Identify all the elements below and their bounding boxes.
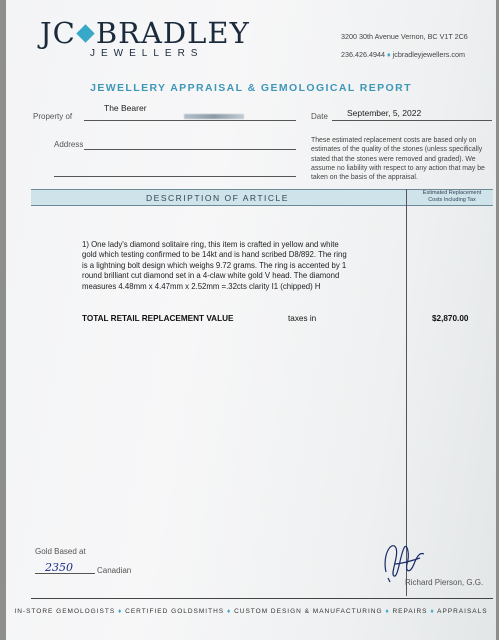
logo-surname: BRADLEY [95,16,250,50]
footer-item: CUSTOM DESIGN & MANUFACTURING [234,608,383,615]
property-label: Property of [33,112,73,121]
taxes-note: taxes in [288,314,317,323]
website: jcbradleyjewellers.com [392,50,465,59]
company-logo [40,18,250,59]
logo-initials: JC [40,16,76,50]
phone-number: 236.426.4944 [341,50,385,59]
signature-icon [374,534,434,584]
footer-item: APPRAISALS [437,608,488,615]
diamond-separator-icon: ♦ [226,608,232,615]
disclaimer-text: These estimated replacement costs are based only on estimates of the quality of the stones (unless specifically stated that the stones were removed and graded). We assume no liability with respect to any action that may be taken on the basis of the appraisal. [311,137,485,182]
diamond-separator-icon: ♦ [118,608,123,615]
date-label: Date [311,112,328,121]
phone-web-line [341,46,468,64]
diamond-separator-icon: ♦ [430,608,435,615]
gold-label: Gold Based at [35,547,86,556]
diamond-separator-icon: ♦ [385,608,390,615]
address-label: Address [54,140,84,149]
redacted-mark [184,114,244,119]
appraiser-name: Richard Pierson, G.G. [405,578,484,587]
price-header-line2: Costs Including Tax [428,197,476,203]
price-header-line1: Estimated Replacement [422,190,482,196]
logo-wordmark [40,18,250,48]
footer-rule [31,598,493,599]
footer-item: CERTIFIED GOLDSMITHS [125,608,225,615]
contact-info [341,28,468,64]
date-value: September, 5, 2022 [347,108,422,118]
diamond-icon [76,24,94,42]
article-description: 1) One lady's diamond solitaire ring, this item is crafted in yellow and white gold which testing confirmed to be 14kt and is hand scribed D8/892. The ring is a lightning bolt design which weighs 9.72 grams. The ring is accented by 1 round brilliant cut diamond set in a 4-claw white gold V head. The diamond measures 4.48mm x 4.47mm x 2.52mm =.32cts clarity I1 (chipped) H [82,240,347,291]
property-line [84,120,296,121]
price-header [411,190,493,204]
diamond-separator-icon: ♦ [386,50,391,59]
total-label: TOTAL RETAIL REPLACEMENT VALUE [82,314,234,323]
footer-item: REPAIRS [392,608,428,615]
description-header: DESCRIPTION OF ARTICLE [146,193,289,203]
gold-value: 2350 [45,561,73,574]
date-line [332,120,492,121]
logo-subtitle: JEWELLERS [90,48,204,59]
appraisal-document [6,0,496,640]
total-value: $2,870.00 [432,314,469,323]
table-header [31,189,493,206]
address-line-1 [84,149,296,150]
gold-line [35,573,95,574]
report-title: JEWELLERY APPRAISAL & GEMOLOGICAL REPORT [90,82,412,94]
property-value: The Bearer [104,103,147,113]
gold-unit: Canadian [97,566,132,575]
address-line-2 [54,176,296,177]
store-address: 3200 30th Avenue Vernon, BC V1T 2C6 [341,32,468,41]
footer-item: IN-STORE GEMOLOGISTS [14,608,116,615]
footer-services [6,608,496,615]
